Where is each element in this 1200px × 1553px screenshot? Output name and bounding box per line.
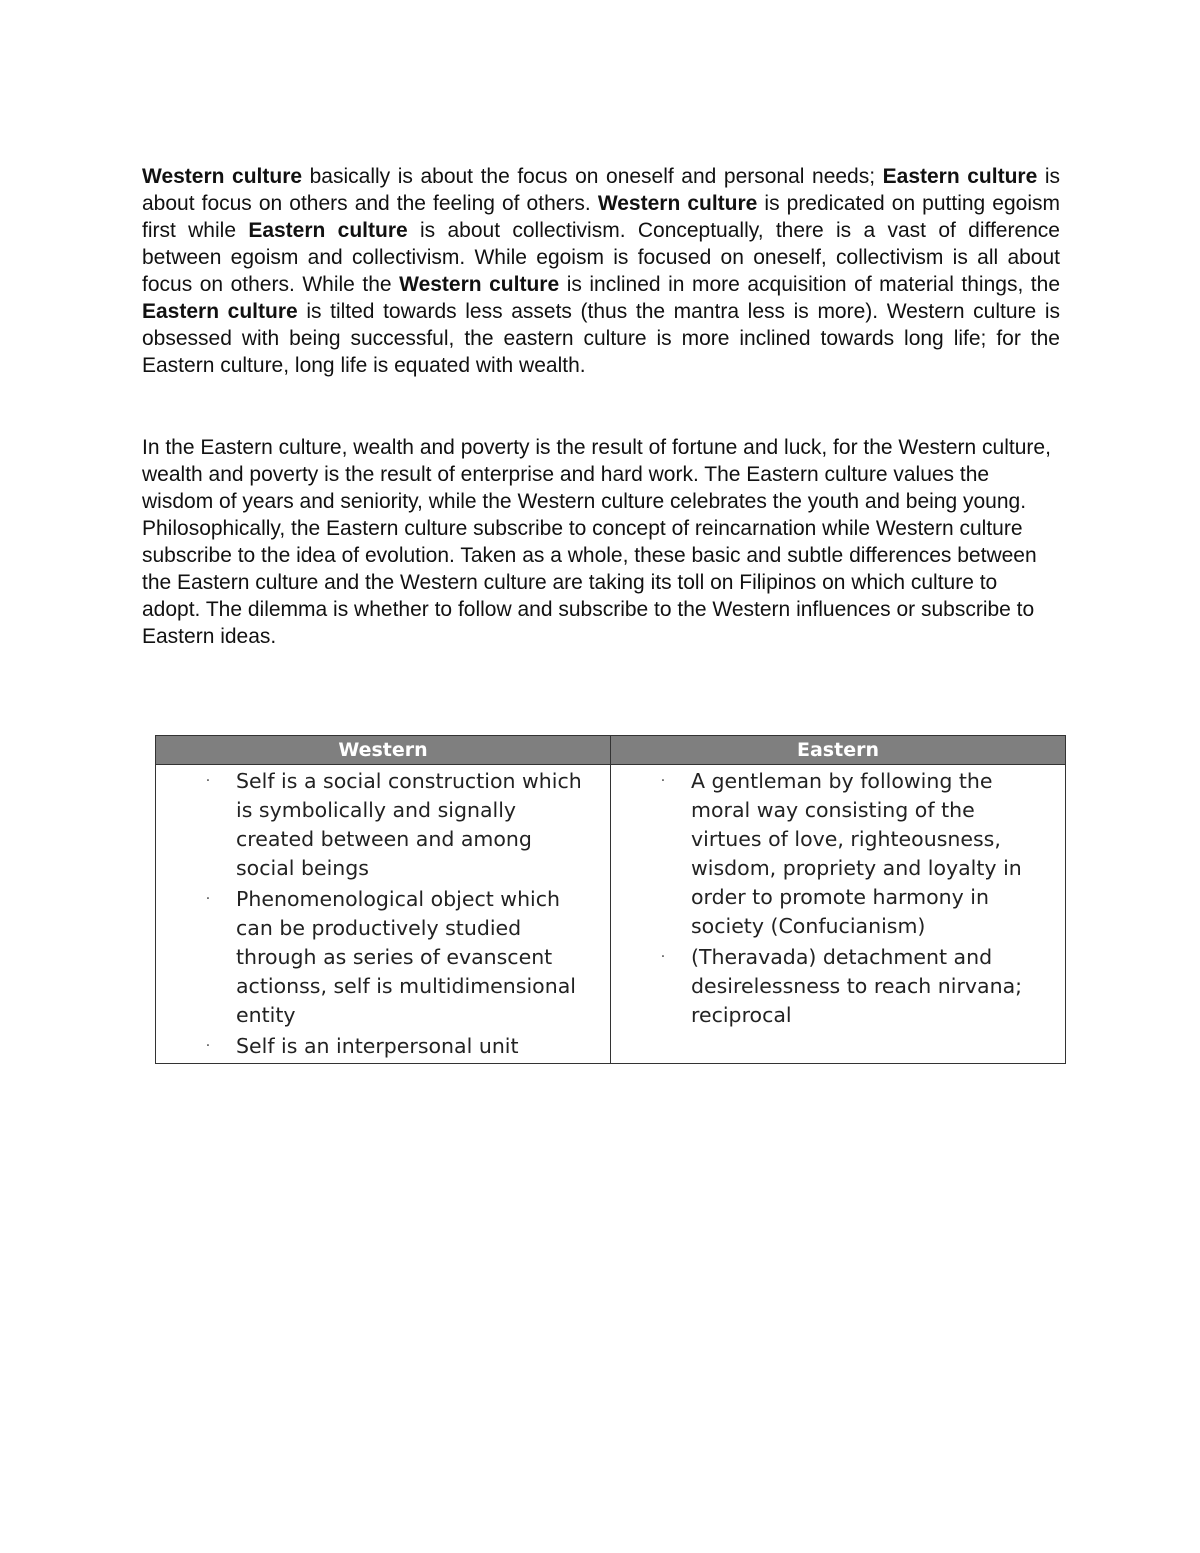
bold-term: Eastern culture [248,219,408,242]
list-item [611,943,1065,1030]
eastern-cell [611,765,1066,1064]
list-item [611,767,1065,941]
western-cell [156,765,611,1064]
bold-term: Western culture [142,165,303,188]
list-item [156,1032,610,1061]
list-item-text: Phenomenological object which can be productively studied through as series of evanscent actionss, self is multidimensional entity [236,887,576,1027]
western-list [156,767,610,1061]
list-item [156,885,610,1030]
list-item-text: A gentleman by following the moral way consisting of the virtues of love, righteousness, wisdom, propriety and loyalty in order to promote harmony in society (Confucianism) [691,769,1022,938]
text-run: is about focus on others and the feeling of others. [142,165,1060,215]
bullet-icon: · [660,773,666,789]
table-row [156,765,1066,1064]
text-run: is inclined in more acquisition of material things, the [559,273,1061,296]
paragraph-western-eastern-intro [142,163,1060,379]
eastern-list [611,767,1065,1030]
bullet-icon: · [660,949,666,965]
bullet-icon: · [205,1038,211,1054]
text-run: basically is about the focus on oneself and personal needs; [302,165,883,188]
bold-term: Western culture [399,273,560,296]
text-run: is tilted towards less assets (thus the mantra less is more). Western culture is obsessed with being successful, the eastern culture is more inclined towards long life; for the Eastern culture, long life is equated with wealth. [142,300,1060,377]
bold-term: Eastern culture [142,300,298,323]
bold-term: Eastern culture [882,165,1038,188]
text-run: is about collectivism. Conceptually, there is a vast of difference between egoism and collectivism. While egoism is focused on oneself, collectivism is all about focus on others. While the [142,219,1060,296]
bullet-icon: · [205,773,211,789]
paragraph-wealth-and-philosophy: In the Eastern culture, wealth and poverty is the result of fortune and luck, for the Western culture, wealth and poverty is the result of enterprise and hard work. The Eastern culture values the wisdom of years and seniority, while the Western culture celebrates the youth and being young. Philosophically, the Eastern culture subscribe to concept of reincarnation while Western culture subscribe to the idea of evolution. Taken as a whole, these basic and subtle differences between the Eastern culture and the Western culture are taking its toll on Filipinos on which culture to adopt. The dilemma is whether to follow and subscribe to the Western influences or subscribe to Eastern ideas. [142,436,1051,648]
bullet-icon: · [205,891,211,907]
list-item-text: (Theravada) detachment and desirelessness to reach nirvana; reciprocal [691,945,1023,1027]
list-item-text: Self is an interpersonal unit [236,1034,519,1058]
comparison-table [155,735,1066,1064]
table-header-row [156,736,1066,765]
bold-term: Western culture [597,192,758,215]
list-item-text: Self is a social construction which is symbolically and signally created between and among social beings [236,769,582,880]
header-western: Western [156,736,611,765]
text-run: is predicated on putting egoism first while [142,192,1060,242]
header-eastern: Eastern [611,736,1066,765]
list-item [156,767,610,883]
